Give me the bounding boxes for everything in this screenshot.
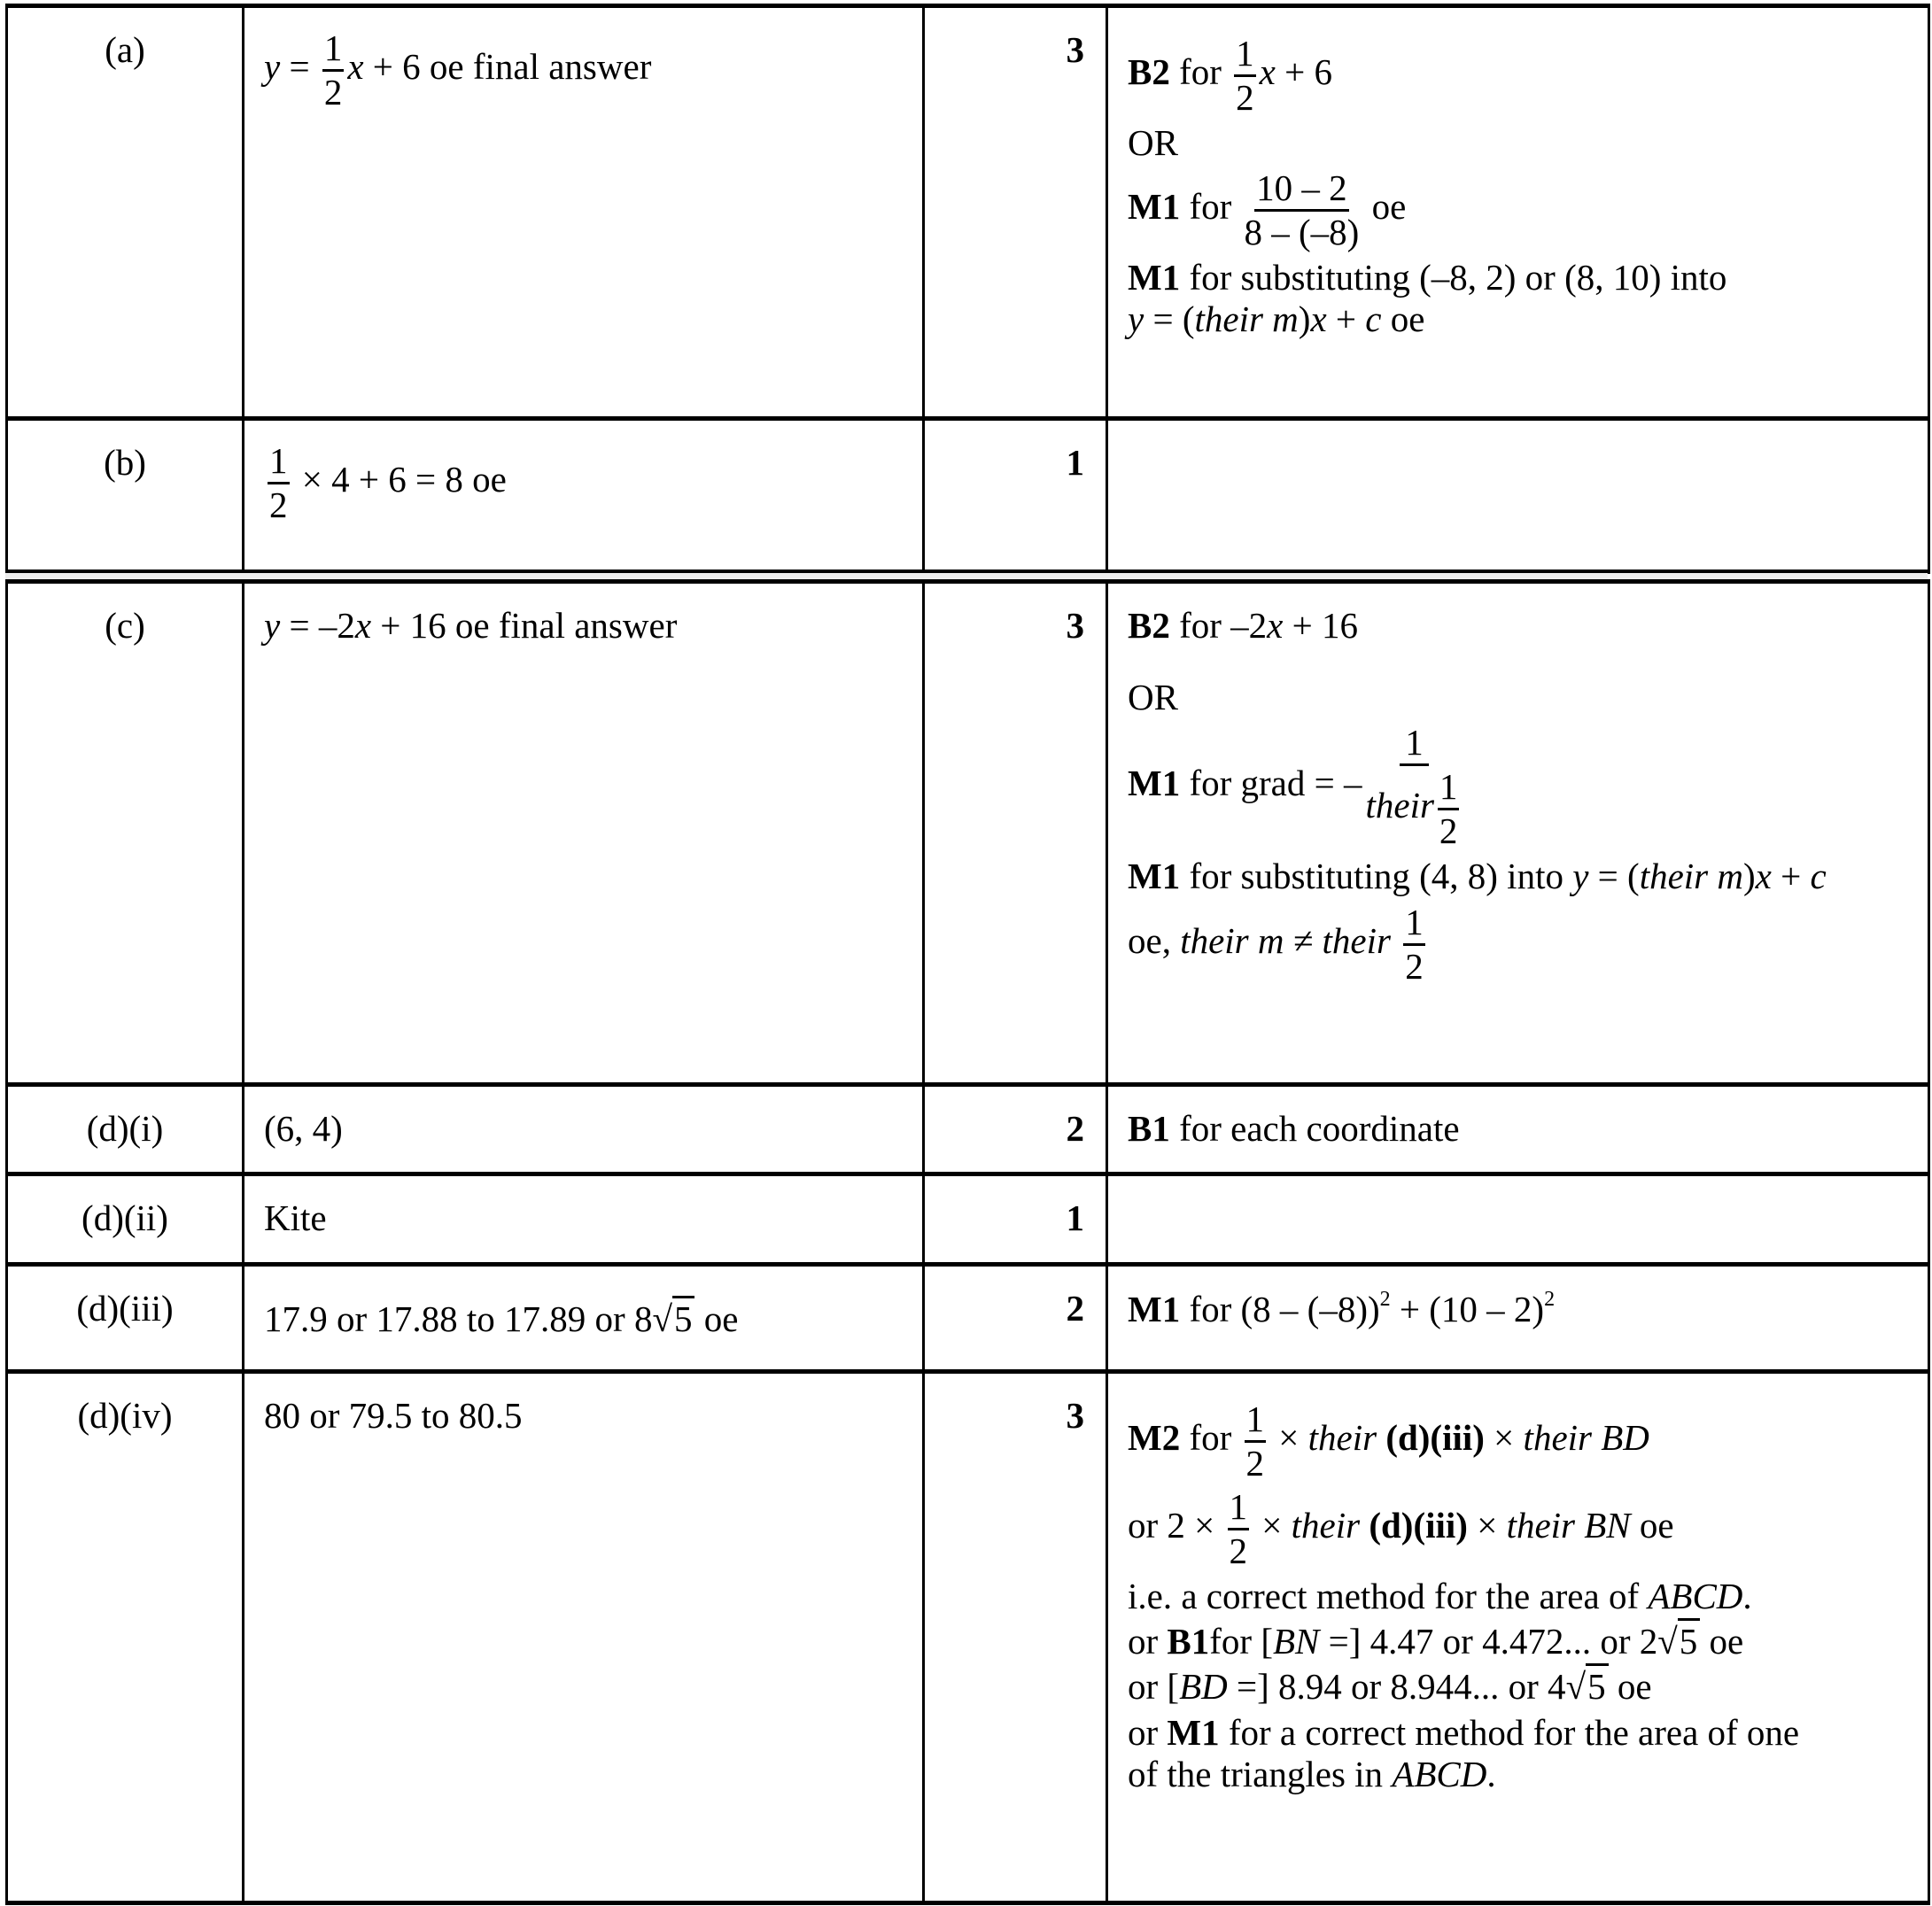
part-label: (d)(iii) — [7, 1265, 244, 1372]
guidance-line: oe, their m ≠ their $\frac{1}{2}$ — [1128, 901, 1424, 987]
guidance-cell — [1107, 6, 1929, 419]
marks-value: 1 — [924, 419, 1107, 572]
guidance-cell — [1107, 582, 1929, 1085]
guidance-line: OR — [1128, 677, 1178, 718]
fraction: $\frac{1}{2}$ — [269, 440, 288, 526]
square-root: √5 — [652, 1298, 694, 1340]
table-row-b — [7, 419, 1929, 572]
answer-cell — [244, 419, 924, 572]
fraction: $\frac{1}{2}$ — [1229, 1486, 1248, 1572]
answer-cell — [244, 6, 924, 419]
mark-scheme-table-1 — [5, 4, 1930, 574]
marks-value: 3 — [924, 1372, 1107, 1903]
marks-value: 3 — [924, 582, 1107, 1085]
part-label: (d)(iv) — [7, 1372, 244, 1903]
guidance-line: y = (their m)x + c oe — [1128, 298, 1425, 340]
part-label: (c) — [7, 582, 244, 1085]
fraction: $\frac{1}{2}$ — [1236, 33, 1254, 119]
fraction: $\frac{10 - 2}{8 - (-8)}$ — [1244, 167, 1360, 253]
marks-value: 1 — [924, 1174, 1107, 1265]
square-root: √5 — [1566, 1666, 1609, 1708]
fraction: 1 their $\frac{1}{2}$ — [1365, 722, 1458, 852]
guidance-line: M2 for $\frac{1}{2}$ × their (d)(iii) × their BD — [1128, 1399, 1649, 1484]
guidance-line: M1 for substituting (–8, 2) or (8, 10) into — [1128, 257, 1727, 298]
guidance-line: or 2 × $\frac{1}{2}$ × their (d)(iii) × their BN oe — [1128, 1486, 1674, 1572]
fraction: $\frac{1}{2}$ — [1439, 766, 1458, 852]
guidance-line: OR — [1128, 122, 1178, 164]
answer-text: y = –2x + 16 oe final answer — [264, 605, 678, 646]
guidance-line: M1 for grad = – 1 their $\frac{1}{2}$ — [1128, 724, 1913, 850]
guidance-cell — [1107, 419, 1929, 572]
table-row-d-iv — [7, 1372, 1929, 1903]
guidance-line: or M1 for a correct method for the area of one — [1128, 1711, 1800, 1753]
guidance-line: i.e. a correct method for the area of ABCD. — [1128, 1576, 1752, 1617]
table-row-d-iii — [7, 1265, 1929, 1372]
table-row-c — [7, 582, 1929, 1085]
answer-cell: 80 or 79.5 to 80.5 — [244, 1372, 924, 1903]
table-row-d-i — [7, 1085, 1929, 1174]
guidance-line: M1 for substituting (4, 8) into y = (their m)x + c — [1128, 856, 1827, 897]
answer-cell — [244, 582, 924, 1085]
guidance-line: or B1for [BN =] 4.47 or 4.472... or 2√5 oe — [1128, 1621, 1913, 1662]
marks-value: 2 — [924, 1265, 1107, 1372]
guidance-cell — [1107, 1174, 1929, 1265]
table-row-a — [7, 6, 1929, 419]
table-row-d-ii — [7, 1174, 1929, 1265]
square-root: √5 — [1657, 1621, 1700, 1662]
answer-text: y = $\frac{1}{2}$ x + 6 oe final answer — [264, 27, 652, 113]
fraction: $\frac{1}{2}$ — [1245, 1399, 1265, 1484]
marks-value: 3 — [924, 6, 1107, 419]
guidance-line: of the triangles in ABCD. — [1128, 1753, 1496, 1794]
guidance-line: B2 for –2x + 16 — [1128, 605, 1358, 646]
part-label: (d)(ii) — [7, 1174, 244, 1265]
guidance-cell: M1 for (8 – (–8))$^2$ + (10 – 2)$^2$ — [1107, 1265, 1929, 1372]
guidance-line: M1 for $\frac{10 - 2}{8 - (-8)}$ oe — [1128, 167, 1407, 253]
guidance-line: or [BD =] 8.94 or 8.944... or 4√5 oe — [1128, 1666, 1913, 1708]
guidance-cell: B1 for each coordinate — [1107, 1085, 1929, 1174]
fraction: $\frac{1}{2}$ — [323, 27, 343, 113]
part-label: (d)(i) — [7, 1085, 244, 1174]
guidance-line: B2 for $\frac{1}{2}$ x + 6 — [1128, 33, 1332, 119]
part-label: (a) — [7, 6, 244, 419]
marks-value: 2 — [924, 1085, 1107, 1174]
mark-scheme-table-2 — [5, 579, 1930, 1905]
answer-cell: (6, 4) — [244, 1085, 924, 1174]
answer-cell: 17.9 or 17.88 to 17.89 or 8√5 oe — [244, 1265, 924, 1372]
part-label: (b) — [7, 419, 244, 572]
fraction: $\frac{1}{2}$ — [1405, 901, 1424, 987]
answer-cell: Kite — [244, 1174, 924, 1265]
guidance-cell — [1107, 1372, 1929, 1903]
answer-text: $\frac{1}{2}$ × 4 + 6 = 8 oe — [269, 440, 507, 526]
